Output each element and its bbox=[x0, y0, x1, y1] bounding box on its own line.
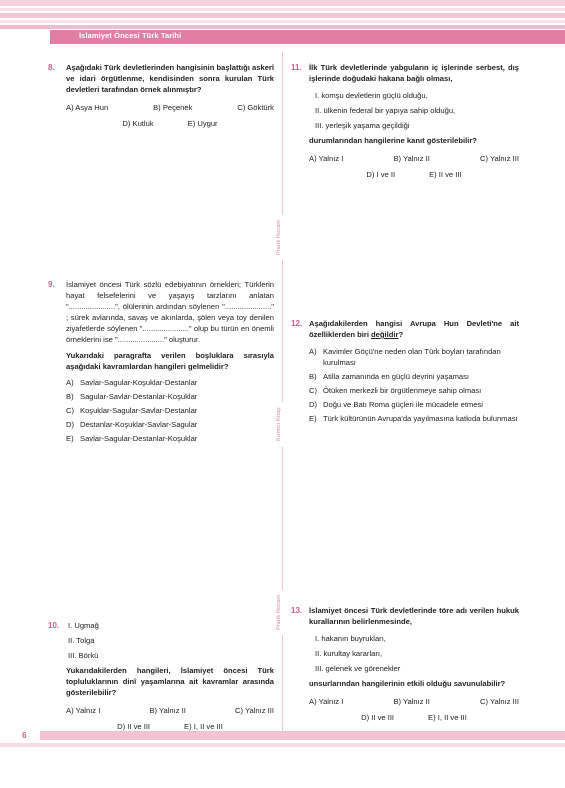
option-text: Koşuklar-Sagular-Savlar-Destanlar bbox=[80, 406, 198, 415]
option-letter: D) bbox=[66, 420, 75, 429]
question-number: 8. bbox=[48, 63, 55, 72]
option-text: Savlar-Sagular-Koşuklar-Destanlar bbox=[80, 378, 198, 387]
option-letter: B) bbox=[66, 392, 74, 401]
roman-item-ii: II. kurultay kararları, bbox=[315, 649, 383, 658]
option-e[interactable]: E) Uygur bbox=[187, 119, 218, 128]
question-11 bbox=[291, 62, 519, 180]
question-stem-continued: durumlarından hangilerine kanıt gösterilebilir? bbox=[309, 136, 477, 145]
question-stem-continued: unsurlarından hangilerinin etkili olduğu savunulabilir? bbox=[309, 679, 506, 688]
question-number: 11. bbox=[291, 63, 302, 72]
roman-item-i: I. Ugmağ bbox=[68, 621, 99, 630]
option-c[interactable]: C) Yalnız III bbox=[480, 154, 519, 163]
side-label-pratik-hocam-bottom: Pratik Hocam bbox=[276, 590, 288, 635]
option-c[interactable]: C) Göktürk bbox=[237, 103, 274, 112]
question-stem: Aşağıdaki Türk devletlerinden hangisinin başlattığı askerî ve idari örgütlenme, kendisinden sonra kurulan Türk devletleri tarafından örnek alınmıştır? bbox=[66, 63, 274, 94]
option-b[interactable] bbox=[309, 371, 519, 382]
question-number: 13. bbox=[291, 606, 303, 615]
header-stripes bbox=[0, 0, 565, 30]
roman-item-ii: II. Tolga bbox=[68, 636, 95, 645]
roman-item-iii: III. Börkü bbox=[68, 651, 99, 660]
option-text: Sagular-Savlar-Destanlar-Koşuklar bbox=[80, 392, 198, 401]
question-stem: Yukarıdakilerden hangileri, İslamiyet öncesi Türk topluluklarının dinî yaşamlarına ait kavramlar arasında gösterilebilir? bbox=[66, 666, 274, 697]
question-9 bbox=[48, 279, 274, 447]
option-text: Türk kültürünün Avrupa'da yayılmasına katkıda bulunması bbox=[323, 414, 518, 423]
option-a[interactable]: A) Yalnız I bbox=[309, 697, 344, 706]
question-stem: İlk Türk devletlerinde yabguların iç işlerinde serbest, dış işlerinde doğudaki hakana bağlı olması, bbox=[309, 63, 519, 83]
option-a[interactable]: A) Asya Hun bbox=[66, 103, 109, 112]
option-a[interactable]: A) Yalnız I bbox=[66, 706, 101, 715]
side-label-pratik-hocam-top: Pratik Hocam bbox=[276, 215, 288, 260]
option-d[interactable] bbox=[66, 419, 274, 430]
page-number: 6 bbox=[22, 731, 27, 740]
option-a[interactable] bbox=[66, 377, 274, 388]
option-d[interactable] bbox=[309, 399, 519, 410]
option-text: Kavimler Göçü'ne neden olan Türk boyları tarafından kurulması bbox=[323, 347, 501, 367]
footer-bar bbox=[0, 731, 565, 740]
option-c[interactable] bbox=[66, 405, 274, 416]
question-number: 10. bbox=[48, 621, 60, 630]
question-10 bbox=[48, 620, 274, 732]
option-c[interactable]: C) Yalnız III bbox=[235, 706, 274, 715]
option-a[interactable] bbox=[309, 346, 519, 368]
footer-stripe bbox=[0, 743, 565, 747]
question-passage: İslamiyet öncesi Türk sözlü edebiyatının örnekleri; Türklerin hayat felsefelerini ve yaşayış tarzlarını anlatan "......................", ölülerinin ardından söylenen "......................" ; sürek avlarında, savaş ve akınlarda, şölen veya toy denilen ziyafetlerde söylenen "......................" olup bu türün en önemli örneklerini ise "......................" oluşturur. bbox=[66, 280, 274, 344]
option-d[interactable]: D) Kutluk bbox=[122, 119, 154, 128]
option-d[interactable]: D) II ve III bbox=[117, 722, 151, 731]
option-text: Destanlar-Koşuklar-Savlar-Sagular bbox=[80, 420, 198, 429]
stem-emphasis: değildir bbox=[371, 330, 399, 339]
option-e[interactable]: E) I, II ve III bbox=[184, 722, 223, 731]
option-letter: D) bbox=[309, 400, 318, 409]
option-letter: A) bbox=[66, 378, 74, 387]
stem-end: ? bbox=[398, 330, 404, 339]
option-text: Ötüken merkezli bir örgütlenmeye sahip olması bbox=[323, 386, 482, 395]
question-stem: İslamiyet öncesi Türk devletlerinde töre adı verilen hukuk kurallarının belirlenmesinde, bbox=[309, 606, 519, 626]
stem-text: Aşağıdakilerden hangisi Avrupa Hun Devleti'ne ait özelliklerden biri bbox=[309, 319, 519, 339]
option-c[interactable]: C) Yalnız III bbox=[480, 697, 519, 706]
question-stem bbox=[309, 318, 519, 340]
option-letter: C) bbox=[66, 406, 75, 415]
option-b[interactable] bbox=[66, 391, 274, 402]
option-d[interactable]: D) II ve III bbox=[361, 713, 395, 722]
option-b[interactable]: B) Yalnız II bbox=[393, 697, 430, 706]
roman-item-iii: III. gelenek ve görenekler bbox=[315, 664, 401, 673]
roman-item-iii: III. yerleşik yaşama geçildiği bbox=[315, 121, 410, 130]
option-text: Savlar-Sagular-Destanlar-Koşuklar bbox=[80, 434, 198, 443]
option-text: Doğu ve Batı Roma güçleri ile mücadele etmesi bbox=[323, 400, 483, 409]
option-letter: B) bbox=[309, 372, 317, 381]
question-number: 9. bbox=[48, 280, 55, 289]
question-stem: Yukarıdaki paragrafta verilen boşluklara sırasıyla aşağıdaki kavramlardan hangileri gelmelidir? bbox=[66, 351, 274, 371]
option-a[interactable]: A) Yalnız I bbox=[309, 154, 344, 163]
option-letter: C) bbox=[309, 386, 318, 395]
question-13 bbox=[291, 605, 519, 723]
option-d[interactable]: D) I ve II bbox=[366, 170, 396, 179]
option-e[interactable] bbox=[309, 413, 519, 424]
question-number: 12. bbox=[291, 319, 303, 328]
question-8 bbox=[48, 62, 274, 129]
option-e[interactable] bbox=[66, 433, 274, 444]
option-e[interactable]: E) I, II ve III bbox=[428, 713, 467, 722]
option-letter: E) bbox=[309, 414, 317, 423]
page-number-box bbox=[0, 731, 40, 740]
option-b[interactable]: B) Yalnız II bbox=[393, 154, 430, 163]
roman-item-i: I. hakanın buyrukları, bbox=[315, 634, 386, 643]
page-title: İslamiyet Öncesi Türk Tarihi bbox=[79, 31, 182, 40]
option-b[interactable]: B) Peçenek bbox=[153, 103, 193, 112]
question-12 bbox=[291, 318, 519, 427]
option-letter: A) bbox=[309, 347, 317, 356]
side-label-kirmizi-kitap: Kırmızı Kitap bbox=[276, 402, 288, 447]
roman-item-ii: II. ülkenin federal bir yapıya sahip olduğu, bbox=[315, 106, 456, 115]
option-text: Atilla zamanında en güçlü devrini yaşaması bbox=[323, 372, 470, 381]
roman-item-i: I. komşu devletlerin güçlü olduğu, bbox=[315, 91, 428, 100]
option-letter: E) bbox=[66, 434, 74, 443]
option-c[interactable] bbox=[309, 385, 519, 396]
option-b[interactable]: B) Yalnız II bbox=[149, 706, 186, 715]
option-e[interactable]: E) II ve III bbox=[429, 170, 462, 179]
